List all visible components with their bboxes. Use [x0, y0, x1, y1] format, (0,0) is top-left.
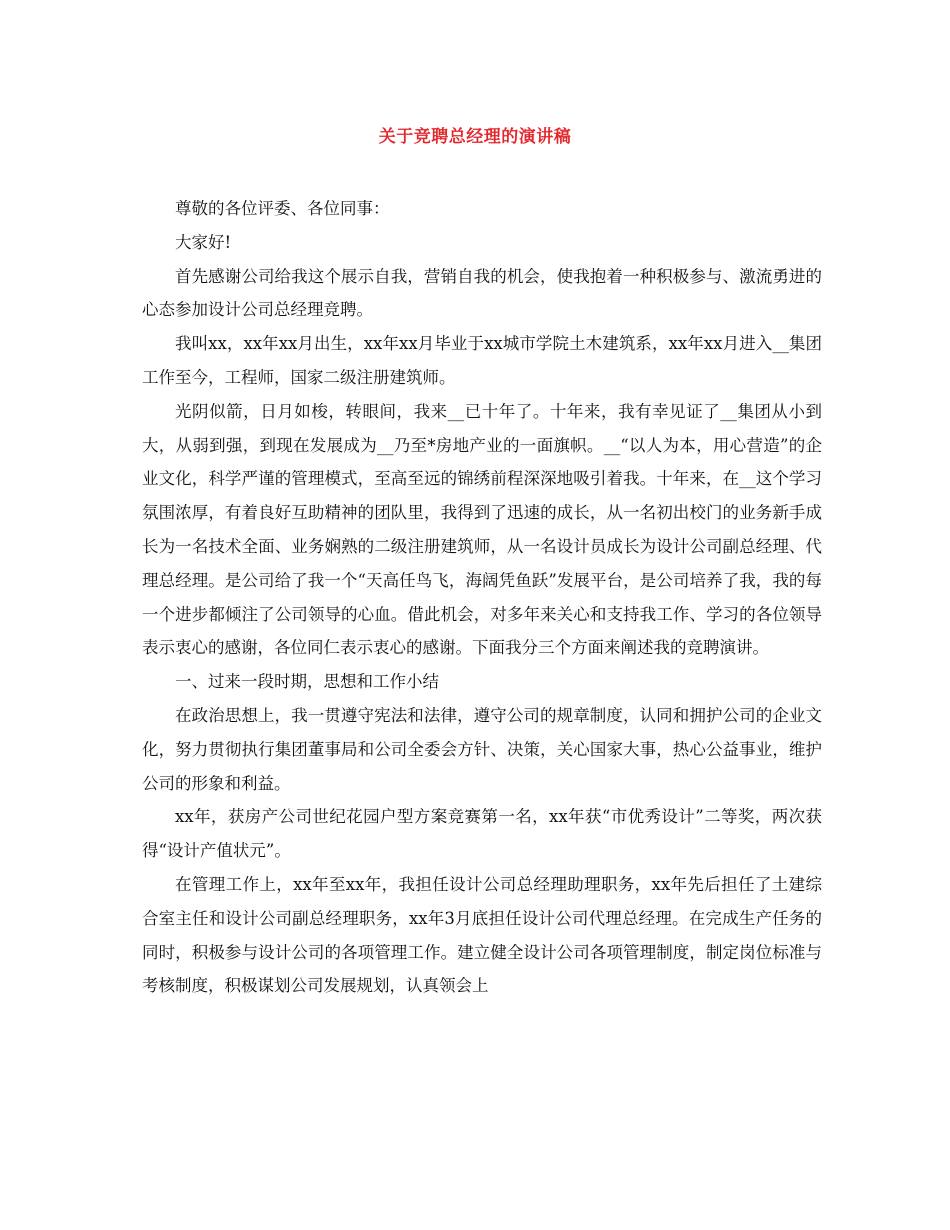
document-title: 关于竞聘总经理的演讲稿: [378, 127, 572, 147]
document-body: [142, 192, 822, 1003]
paragraph: 光阴似箭，日月如梭，转眼间，我来__已十年了。十年来，我有幸见证了__集团从小到大，从弱到强，到现在发展成为__乃至*房地产业的一面旗帜。__“以人为本，用心营造”的企业文化，科学严谨的管理模式，至高至远的锦绣前程深深地吸引着我。十年来，在__这个学习氛围浓厚，有着良好互助精神的团队里，我得到了迅速的成长，从一名初出校门的业务新手成长为一名技术全面、业务娴熟的二级注册建筑师，从一名设计员成长为设计公司副总经理、代理总经理。是公司给了我一个“天高任鸟飞，海阔凭鱼跃”发展平台，是公司培养了我，我的每一个进步都倾注了公司领导的心血。借此机会，对多年来关心和支持我工作、学习的各位领导表示衷心的感谢，各位同仁表示衷心的感谢。下面我分三个方面来阐述我的竞聘演讲。: [142, 401, 822, 658]
paragraph: 我叫xx，xx年xx月出生，xx年xx月毕业于xx城市学院土木建筑系，xx年xx月进入__集团工作至今，工程师，国家二级注册建筑师。: [142, 334, 822, 387]
paragraph: 首先感谢公司给我这个展示自我，营销自我的机会，使我抱着一种积极参与、激流勇进的心态参加设计公司总经理竞聘。: [142, 266, 822, 320]
paragraph-greeting: 大家好!: [175, 232, 232, 252]
paragraph: xx年，获房产公司世纪花园户型方案竞赛第一名，xx年获“市优秀设计”二等奖，两次获得“设计产值状元”。: [142, 807, 822, 861]
paragraph-salutation: 尊敬的各位评委、各位同事：: [175, 199, 390, 218]
section-heading: 一、过来一段时期，思想和工作小结: [175, 672, 439, 692]
paragraph: 在政治思想上，我一贯遵守宪法和法律，遵守公司的规章制度，认同和拥护公司的企业文化，努力贯彻执行集团董事局和公司全委会方针、决策，关心国家大事，热心公益事业，维护公司的形象和利益。: [142, 705, 822, 793]
paragraph: 在管理工作上，xx年至xx年，我担任设计公司总经理助理职务，xx年先后担任了土建综合室主任和设计公司副总经理职务，xx年3月底担任设计公司代理总经理。在完成生产任务的同时，积极参与设计公司的各项管理工作。建立健全设计公司各项管理制度，制定岗位标准与考核制度，积极谋划公司发展规划，认真领会上: [142, 874, 822, 996]
